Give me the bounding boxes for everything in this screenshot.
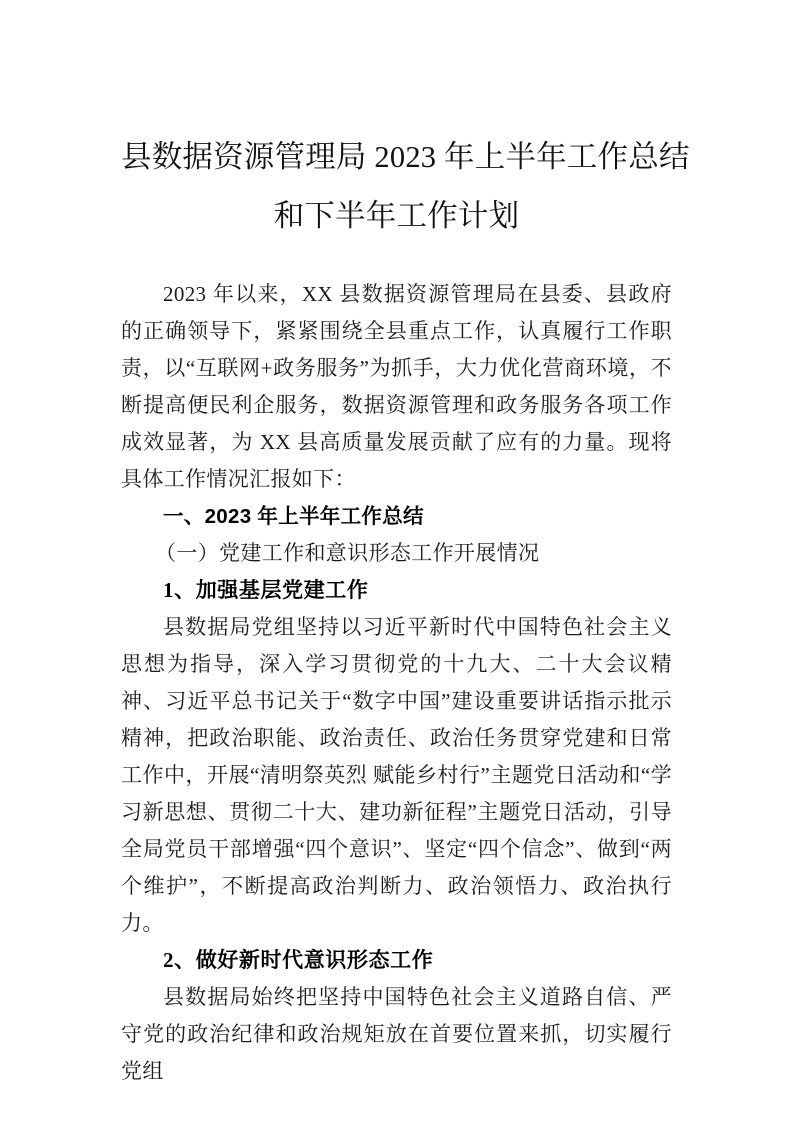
document-body xyxy=(121,276,672,1090)
subsection-heading-1: （一）党建工作和意识形态工作开展情况 xyxy=(155,541,540,565)
item-heading-2: 2、做好新时代意识形态工作 xyxy=(163,948,434,972)
item-heading-1: 1、加强基层党建工作 xyxy=(163,578,369,602)
item-2-paragraph: 县数据局始终把坚持中国特色社会主义道路自信、严守党的政治纪律和政治规矩放在首要位置来抓，切实履行党组 xyxy=(121,985,672,1083)
item-1-paragraph: 县数据局党组坚持以习近平新时代中国特色社会主义思想为指导，深入学习贯彻党的十九大、二十大会议精神、习近平总书记关于“数字中国”建设重要讲话指示批示精神，把政治职能、政治责任、政治任务贯穿党建和日常工作中，开展“清明祭英烈 赋能乡村行”主题党日活动和“学习新思想、贯彻二十大、建功新征程”主题党日活动，引导全局党员干部增强“四个意识”、坚定“四个信念”、做到“两个维护”，不断提高政治判断力、政治领悟力、政治执行力。 xyxy=(121,615,672,935)
section-heading-1: 一、2023 年上半年工作总结 xyxy=(163,505,424,528)
page-title-line-2: 和下半年工作计划 xyxy=(273,199,520,233)
page-title xyxy=(121,0,690,246)
intro-paragraph: 2023 年以来，XX 县数据资源管理局在县委、县政府的正确领导下，紧紧围绕全县重点工作，认真履行工作职责，以“互联网+政务服务”为抓手，大力优化营商环境，不断提高便民利企服务，数据资源管理和政务服务各项工作成效显著，为 XX 县高质量发展贡献了应有的力量。现将具体工作情况汇报如下： xyxy=(121,282,672,491)
page-title-line-1: 县数据资源管理局 2023 年上半年工作总结 xyxy=(121,140,690,174)
